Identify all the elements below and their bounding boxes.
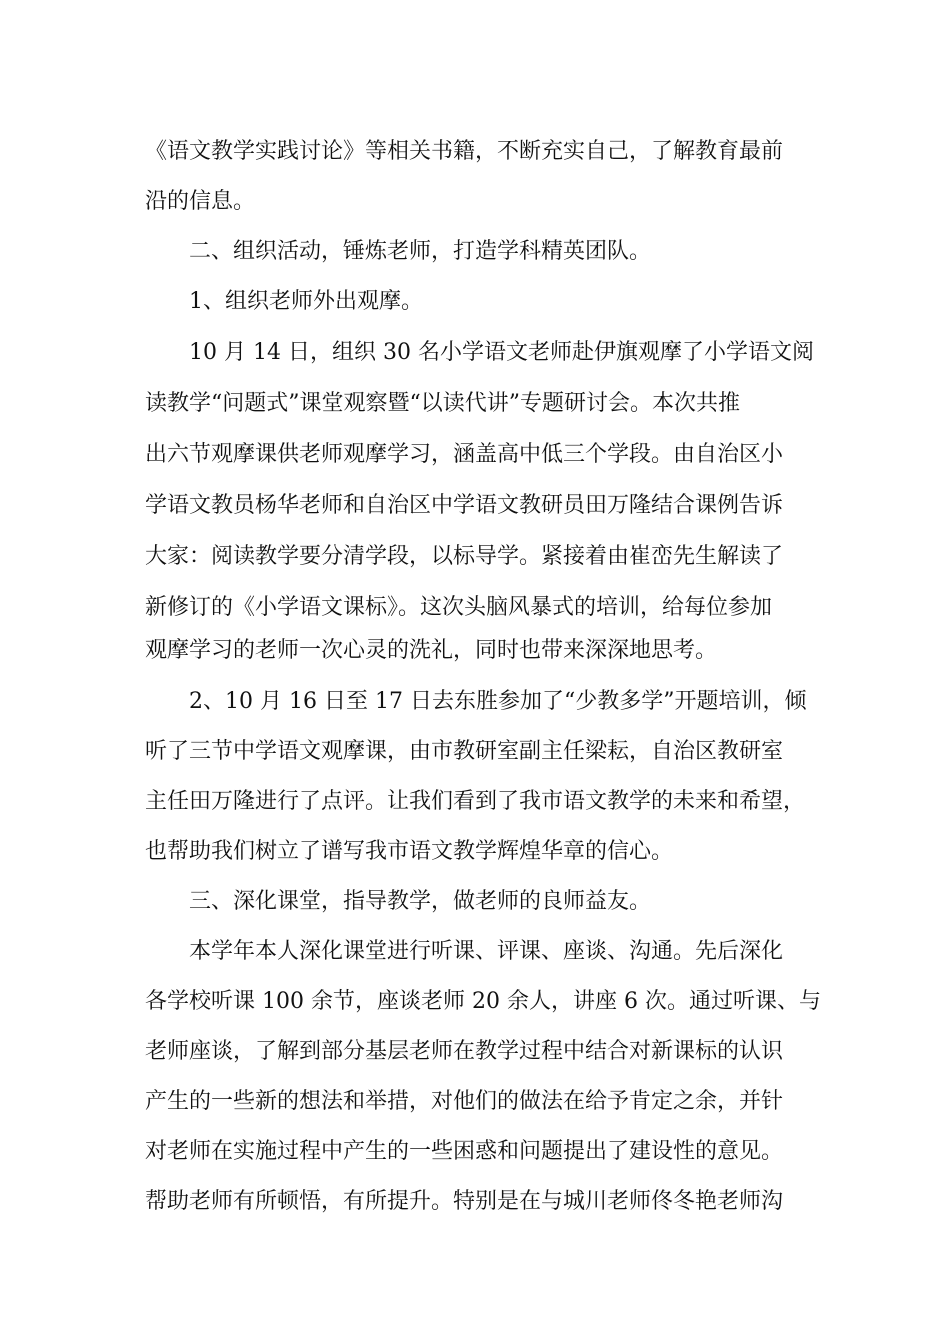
text-line: 也帮助我们树立了谱写我市语文教学辉煌华章的信心。 bbox=[145, 839, 674, 864]
text-line: 读教学“问题式”课堂观察暨“以读代讲”专题研讨会。本次共推 bbox=[145, 391, 740, 416]
text-line: 2、10 月 16 日至 17 日去东胜参加了“少教多学”开题培训，倾 bbox=[189, 689, 807, 714]
text-line: 新修订的《小学语文课标》。这次头脑风暴式的培训，给每位参加 bbox=[145, 595, 773, 620]
text-line: 听了三节中学语文观摩课，由市教研室副主任梁耘，自治区教研室 bbox=[145, 739, 784, 764]
text-line: 出六节观摩课供老师观摩学习，涵盖高中低三个学段。由自治区小 bbox=[145, 442, 784, 467]
text-line: 产生的一些新的想法和举措，对他们的做法在给予肯定之余，并针 bbox=[145, 1089, 784, 1114]
text-line: 本学年本人深化课堂进行听课、评课、座谈、沟通。先后深化 bbox=[189, 939, 784, 964]
text-line: 对老师在实施过程中产生的一些困惑和问题提出了建设性的意见。 bbox=[145, 1139, 784, 1164]
text-line: 主任田万隆进行了点评。让我们看到了我市语文教学的未来和希望， bbox=[145, 789, 806, 814]
text-line: 沿的信息。 bbox=[145, 189, 256, 214]
text-line: 《语文教学实践讨论》等相关书籍，不断充实自己，了解教育最前 bbox=[145, 139, 784, 164]
text-line: 各学校听课 100 余节，座谈老师 20 余人，讲座 6 次。通过听课、与 bbox=[145, 989, 821, 1014]
text-line: 大家：阅读教学要分清学段，以标导学。紧接着由崔峦先生解读了 bbox=[145, 544, 784, 569]
text-line: 老师座谈，了解到部分基层老师在教学过程中结合对新课标的认识 bbox=[145, 1039, 784, 1064]
subsection-heading: 1、组织老师外出观摩。 bbox=[189, 289, 423, 314]
section-heading: 三、深化课堂，指导教学，做老师的良师益友。 bbox=[189, 889, 652, 914]
text-line: 10 月 14 日，组织 30 名小学语文老师赴伊旗观摩了小学语文阅 bbox=[189, 340, 814, 365]
text-line: 帮助老师有所顿悟，有所提升。特别是在与城川老师佟冬艳老师沟 bbox=[145, 1189, 784, 1214]
text-line: 学语文教员杨华老师和自治区中学语文教研员田万隆结合课例告诉 bbox=[145, 493, 784, 518]
section-heading: 二、组织活动，锤炼老师，打造学科精英团队。 bbox=[189, 239, 652, 264]
text-line: 观摩学习的老师一次心灵的洗礼，同时也带来深深地思考。 bbox=[145, 638, 718, 663]
